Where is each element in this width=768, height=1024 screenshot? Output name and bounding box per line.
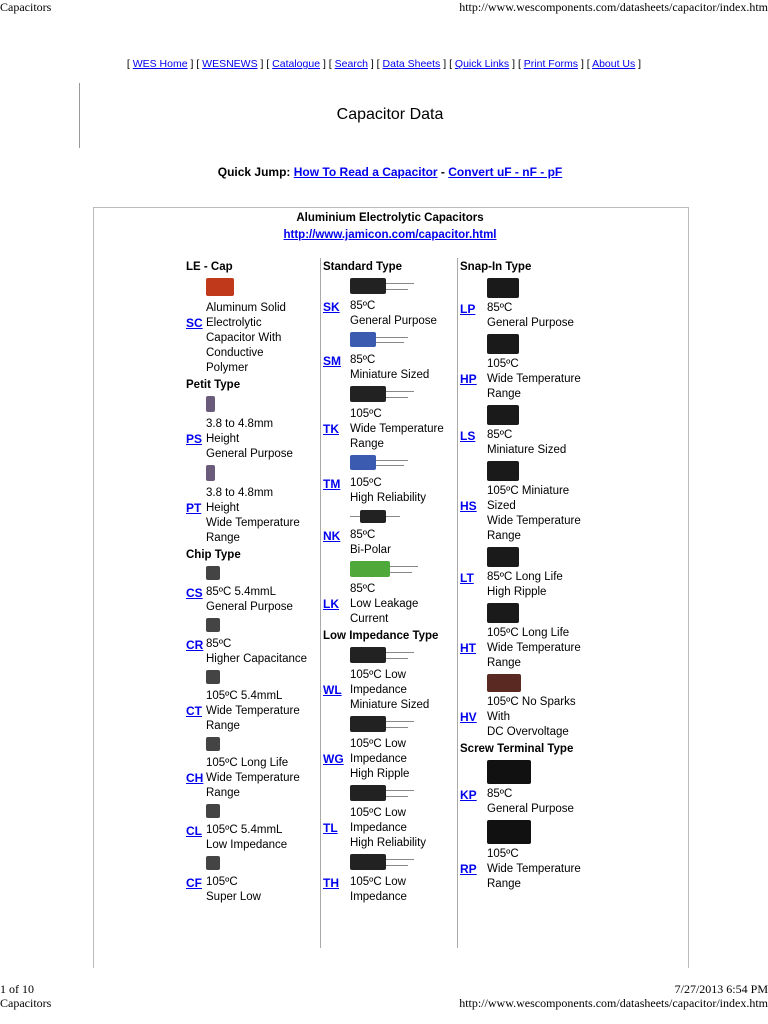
capacitor-body xyxy=(350,332,376,347)
nav-bracket: ] [ xyxy=(257,58,273,70)
nav-bracket: ] [ xyxy=(509,58,524,70)
type-description: Electrolytic xyxy=(206,317,262,329)
type-description: Range xyxy=(487,530,521,542)
type-description: 85ºC 5.4mmL xyxy=(206,586,277,598)
type-description: Wide Temperature xyxy=(487,373,581,385)
column-divider xyxy=(320,258,321,948)
type-description: 85ºC xyxy=(487,788,513,800)
capacitor-lead xyxy=(386,796,408,797)
capacitor-lead xyxy=(386,865,408,866)
capacitor-body xyxy=(350,561,390,577)
type-description: Sized xyxy=(487,500,516,512)
type-description: 105ºC xyxy=(487,358,519,370)
capacitor-body xyxy=(206,670,220,684)
nav-bracket: ] xyxy=(635,58,642,70)
how-to-read-link[interactable]: How To Read a Capacitor xyxy=(293,165,438,179)
radial-blue-image xyxy=(350,455,420,475)
chip-image xyxy=(206,856,276,874)
type-description: 85ºC Long Life xyxy=(487,571,563,583)
type-code-link[interactable]: HV xyxy=(460,710,477,724)
type-description: Impedance xyxy=(350,822,407,834)
capacitor-lead xyxy=(386,859,414,860)
capacitor-body xyxy=(350,455,376,470)
radial-image xyxy=(350,785,420,805)
type-description: 105ºC Long Life xyxy=(206,757,289,769)
type-code-link[interactable]: CR xyxy=(186,638,204,652)
type-description: 105ºC xyxy=(350,408,382,420)
capacitor-body xyxy=(487,278,519,298)
type-description: 105ºC Low xyxy=(350,669,406,681)
type-code-link[interactable]: TM xyxy=(323,477,341,491)
capacitor-body xyxy=(206,737,220,751)
section-title: Screw Terminal Type xyxy=(460,743,574,755)
capacitor-lead xyxy=(386,790,414,791)
type-code-link[interactable]: CH xyxy=(186,771,204,785)
print-footer-date: 7/27/2013 6:54 PM xyxy=(674,982,768,996)
type-code-link[interactable]: SC xyxy=(186,316,203,330)
type-code-link[interactable]: TH xyxy=(323,876,339,890)
screw-image xyxy=(487,820,557,846)
nav-link-wesnews[interactable]: WESNEWS xyxy=(202,58,258,70)
type-description: 85ºC xyxy=(487,429,513,441)
page-title: Capacitor Data xyxy=(336,106,444,123)
capacitor-lead xyxy=(390,572,412,573)
section-title: Snap-In Type xyxy=(460,261,532,273)
type-description: 105ºC 5.4mmL xyxy=(206,690,283,702)
nav-bracket: [ xyxy=(126,58,133,70)
nav-link-print-forms[interactable]: Print Forms xyxy=(523,58,579,70)
type-description: Height xyxy=(206,502,240,514)
type-code-link[interactable]: LK xyxy=(323,597,339,611)
chip-image xyxy=(206,670,276,688)
snap-image xyxy=(487,547,557,569)
capacitor-lead xyxy=(386,391,414,392)
type-code-link[interactable]: CF xyxy=(186,876,202,890)
capacitor-lead xyxy=(376,460,408,461)
type-description: Range xyxy=(206,532,240,544)
snap-image xyxy=(487,603,557,625)
type-description: Wide Temperature xyxy=(206,705,300,717)
type-code-link[interactable]: KP xyxy=(460,788,477,802)
chip-image xyxy=(206,804,276,822)
type-code-link[interactable]: TK xyxy=(323,422,339,436)
print-header-url: http://www.wescomponents.com/datasheets/capacitor/index.htm xyxy=(459,0,768,14)
type-description: 85ºC xyxy=(487,302,513,314)
capacitor-lead xyxy=(386,727,408,728)
type-description: Range xyxy=(487,878,521,890)
nav-link-wes-home[interactable]: WES Home xyxy=(132,58,188,70)
type-code-link[interactable]: CL xyxy=(186,824,202,838)
type-description: Miniature Sized xyxy=(350,369,430,381)
type-description: 105ºC xyxy=(487,848,519,860)
nav-bracket: ] [ xyxy=(440,58,455,70)
capacitor-body xyxy=(487,461,519,481)
capacitor-body xyxy=(206,804,220,818)
type-description: Range xyxy=(350,438,384,450)
radial-green-image xyxy=(350,561,420,581)
radial-image xyxy=(350,716,420,736)
type-description: General Purpose xyxy=(350,315,437,327)
type-description: Impedance xyxy=(350,684,407,696)
type-description: Wide Temperature xyxy=(206,772,300,784)
capacitor-body xyxy=(350,716,386,732)
type-description: Wide Temperature xyxy=(487,863,581,875)
capacitor-body xyxy=(206,856,220,870)
type-description: Conductive xyxy=(206,347,264,359)
axial-image xyxy=(350,509,420,527)
box-header xyxy=(93,210,687,244)
capacitor-lead xyxy=(386,289,408,290)
jamicon-link[interactable]: http://www.jamicon.com/capacitor.html xyxy=(283,229,497,241)
type-description: High Ripple xyxy=(350,768,410,780)
type-code-link[interactable]: RP xyxy=(460,862,477,876)
nav-bracket: ] [ xyxy=(187,58,203,70)
type-code-link[interactable]: LP xyxy=(460,302,476,316)
type-description: Wide Temperature xyxy=(350,423,444,435)
type-code-link[interactable]: WL xyxy=(323,683,342,697)
nav-link-search[interactable]: Search xyxy=(334,58,368,70)
section-title: Standard Type xyxy=(323,261,403,273)
snap-image xyxy=(487,278,557,300)
type-description: Higher Capacitance xyxy=(206,653,308,665)
capacitor-body xyxy=(206,465,215,481)
type-code-link[interactable]: LS xyxy=(460,429,476,443)
quick-jump-label: Quick Jump: xyxy=(217,165,291,179)
type-description: Impedance xyxy=(350,753,407,765)
type-code-link[interactable]: CS xyxy=(186,586,203,600)
capacitor-body xyxy=(206,278,234,296)
radial-image xyxy=(350,647,420,667)
type-description: High Reliability xyxy=(350,492,427,504)
nav-link-catalogue[interactable]: Catalogue xyxy=(272,58,321,70)
type-description: 105ºC Low xyxy=(350,738,406,750)
screw-image xyxy=(487,760,557,786)
section-title: Petit Type xyxy=(186,379,241,391)
capacitor-lead xyxy=(350,516,360,517)
radial-blue-image xyxy=(350,332,420,352)
type-description: Wide Temperature xyxy=(206,517,300,529)
type-description: 105ºC Low xyxy=(350,807,406,819)
quick-jump-dash: - xyxy=(440,165,445,179)
type-description: Current xyxy=(350,613,389,625)
capacitor-lead xyxy=(386,283,414,284)
nav-bracket: ] [ xyxy=(320,58,335,70)
nav-bracket: ] [ xyxy=(578,58,593,70)
quick-jump xyxy=(0,165,768,179)
type-description: Capacitor With xyxy=(206,332,282,344)
capacitor-lead xyxy=(376,342,404,343)
type-code-link[interactable]: TL xyxy=(323,821,338,835)
type-code-link[interactable]: HT xyxy=(460,641,476,655)
type-description: Miniature Sized xyxy=(350,699,430,711)
type-description: Low Impedance xyxy=(206,839,288,851)
capacitor-body xyxy=(487,334,519,354)
type-description: Low Leakage xyxy=(350,598,419,610)
type-code-link[interactable]: HP xyxy=(460,372,477,386)
type-description: Miniature Sized xyxy=(487,444,567,456)
petit-image xyxy=(206,396,276,416)
chip-image xyxy=(206,737,276,755)
section-title: Low Impedance Type xyxy=(323,630,439,642)
radial-image xyxy=(350,386,420,406)
type-description: 85ºC xyxy=(350,300,376,312)
capacitor-body xyxy=(350,386,386,402)
type-code-link[interactable]: WG xyxy=(323,752,344,766)
snap-image xyxy=(487,334,557,356)
print-footer-url: http://www.wescomponents.com/datasheets/capacitor/index.htm xyxy=(459,996,768,1010)
print-footer-title: Capacitors xyxy=(0,996,52,1010)
capacitor-body xyxy=(360,510,386,523)
capacitor-body xyxy=(350,785,386,801)
type-description: Range xyxy=(206,787,240,799)
type-description: Super Low xyxy=(206,891,261,903)
convert-units-link[interactable]: Convert uF - nF - pF xyxy=(448,165,563,179)
capacitor-lead xyxy=(386,516,400,517)
type-description: 105ºC Low xyxy=(350,876,406,888)
le-cap-image xyxy=(206,278,276,300)
capacitor-lead xyxy=(376,465,404,466)
capacitor-body xyxy=(350,647,386,663)
type-description: General Purpose xyxy=(487,317,574,329)
type-code-link[interactable]: SM xyxy=(323,354,341,368)
capacitor-lead xyxy=(390,566,418,567)
section-title: LE - Cap xyxy=(186,261,233,273)
capacitor-lead xyxy=(386,658,408,659)
capacitor-body xyxy=(487,603,519,623)
type-code-link[interactable]: LT xyxy=(460,571,474,585)
type-code-link[interactable]: PT xyxy=(186,501,202,515)
type-description: General Purpose xyxy=(206,601,293,613)
type-description: 85ºC xyxy=(350,583,376,595)
snap-image xyxy=(487,405,557,427)
type-description: High Reliability xyxy=(350,837,427,849)
petit-image xyxy=(206,465,276,485)
type-description: 3.8 to 4.8mm xyxy=(206,487,274,499)
top-nav xyxy=(0,58,768,70)
nav-link-quick-links[interactable]: Quick Links xyxy=(454,58,510,70)
type-description: Polymer xyxy=(206,362,249,374)
print-footer-page: 1 of 10 xyxy=(0,982,34,996)
type-description: 85ºC xyxy=(350,354,376,366)
type-description: Range xyxy=(487,388,521,400)
chip-image xyxy=(206,618,276,636)
capacitor-body xyxy=(487,760,531,784)
capacitor-body xyxy=(487,547,519,567)
chip-image xyxy=(206,566,276,584)
capacitor-lead xyxy=(386,721,414,722)
type-description: General Purpose xyxy=(487,803,574,815)
type-description: 3.8 to 4.8mm xyxy=(206,418,274,430)
type-code-link[interactable]: PS xyxy=(186,432,203,446)
nav-bracket: ] [ xyxy=(367,58,383,70)
type-description: 105ºC 5.4mmL xyxy=(206,824,283,836)
type-description: Height xyxy=(206,433,240,445)
type-description: General Purpose xyxy=(206,448,293,460)
type-description: With xyxy=(487,711,510,723)
print-header-title: Capacitors xyxy=(0,0,52,14)
capacitor-body xyxy=(487,674,521,692)
type-description: 105ºC No Sparks xyxy=(487,696,576,708)
column-divider xyxy=(457,258,458,948)
type-code-link[interactable]: CT xyxy=(186,704,202,718)
box-title: Aluminium Electrolytic Capacitors xyxy=(296,212,484,224)
type-description: Bi-Polar xyxy=(350,544,391,556)
capacitor-lead xyxy=(386,652,414,653)
type-description: DC Overvoltage xyxy=(487,726,569,738)
capacitor-body xyxy=(206,396,215,412)
nav-link-data-sheets[interactable]: Data Sheets xyxy=(382,58,441,70)
type-description: Wide Temperature xyxy=(487,642,581,654)
type-description: 105ºC Long Life xyxy=(487,627,570,639)
type-description: Impedance xyxy=(350,891,407,903)
type-description: 85ºC xyxy=(350,529,376,541)
snap-brown-image xyxy=(487,674,557,694)
capacitor-lead xyxy=(376,337,408,338)
type-description: 105ºC xyxy=(206,876,238,888)
type-description: 105ºC Miniature xyxy=(487,485,570,497)
capacitor-body xyxy=(206,566,220,580)
capacitor-body xyxy=(487,405,519,425)
nav-link-about-us[interactable]: About Us xyxy=(592,58,636,70)
type-code-link[interactable]: HS xyxy=(460,499,477,513)
type-description: High Ripple xyxy=(487,586,547,598)
type-description: Wide Temperature xyxy=(487,515,581,527)
type-description: Range xyxy=(206,720,240,732)
section-title: Chip Type xyxy=(186,549,241,561)
snap-image xyxy=(487,461,557,483)
type-description: 105ºC xyxy=(350,477,382,489)
type-description: Range xyxy=(487,657,521,669)
type-description: 85ºC xyxy=(206,638,232,650)
capacitor-body xyxy=(206,618,220,632)
capacitor-body xyxy=(487,820,531,844)
radial-image xyxy=(350,278,420,298)
radial-image xyxy=(350,854,420,874)
capacitor-lead xyxy=(386,397,408,398)
type-description: Aluminum Solid xyxy=(206,302,286,314)
capacitor-body xyxy=(350,278,386,294)
capacitor-body xyxy=(350,854,386,870)
type-code-link[interactable]: NK xyxy=(323,529,341,543)
type-code-link[interactable]: SK xyxy=(323,300,340,314)
